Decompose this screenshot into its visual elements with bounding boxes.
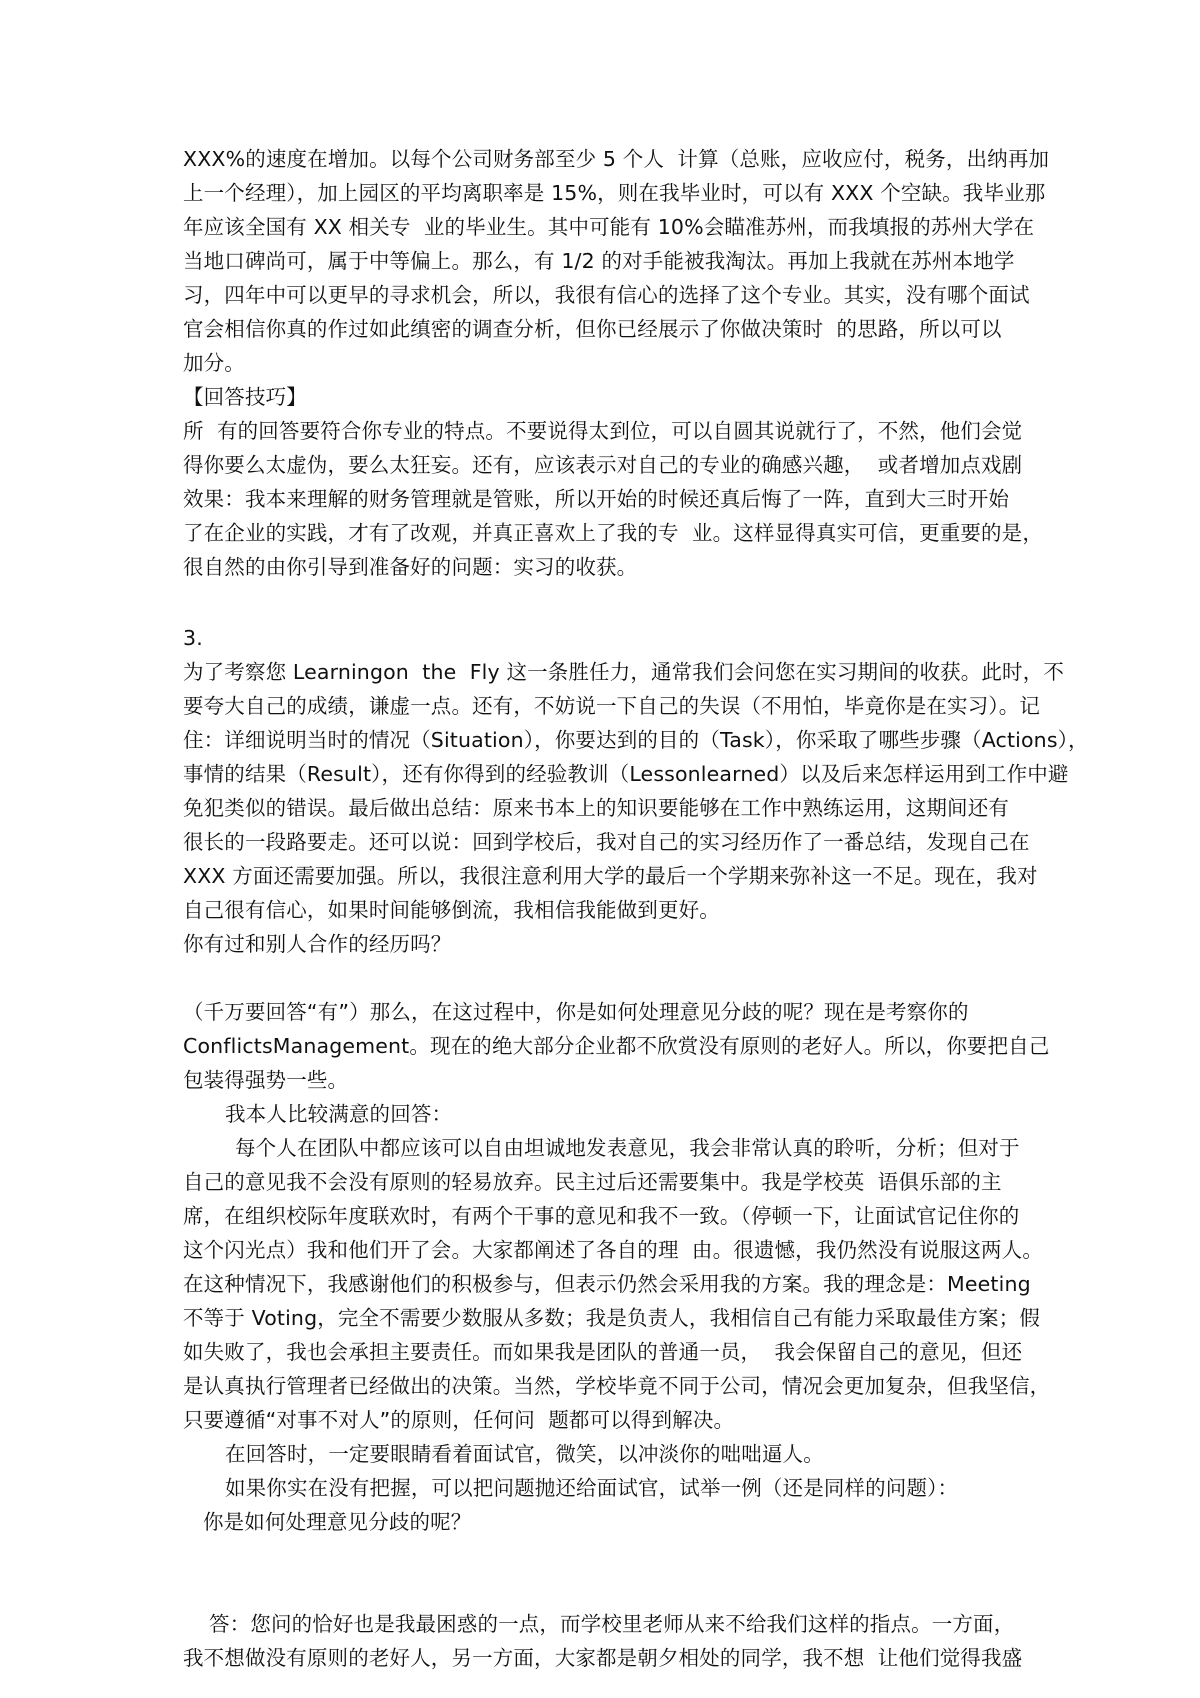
section-number: 3. — [183, 626, 203, 650]
paragraph-line: 包装得强势一些。 — [183, 1068, 349, 1092]
paragraph-line: 是认真执行管理者已经做出的决策。当然，学校毕竟不同于公司，情况会更加复杂，但我坚信， — [183, 1374, 1051, 1398]
paragraph-line: XXX 方面还需要加强。所以，我很注意利用大学的最后一个学期来弥补这一不足。现在，我对 — [183, 864, 1038, 888]
paragraph-line: 很长的一段路要走。还可以说：回到学校后，我对自己的实习经历作了一番总结，发现自己在 — [183, 830, 1030, 854]
paragraph-line: 很自然的由你引导到准备好的问题：实习的收获。 — [183, 555, 638, 579]
paragraph-line: 自己很有信心，如果时间能够倒流，我相信我能做到更好。 — [183, 898, 720, 922]
paragraph-line: 上一个经理），加上园区的平均离职率是 15%，则在我毕业时，可以有 XXX 个空缺。我毕业那 — [183, 181, 1046, 205]
paragraph-line: 这个闪光点）我和他们开了会。大家都阐述了各自的理 由。很遗憾，我仍然没有说服这两人。 — [183, 1238, 1043, 1262]
paragraph-line: 不等于 Voting，完全不需要少数服从多数；我是负责人，我相信自己有能力采取最佳方案；假 — [183, 1306, 1040, 1330]
final-answer-second-line: 我不想做没有原则的老好人，另一方面，大家都是朝夕相处的同学，我不想 让他们觉得我盛 — [183, 1646, 1023, 1670]
paragraph-line: 事情的结果（Result），还有你得到的经验教训（Lessonlearned）以及后来怎样运用到工作中避 — [183, 762, 1069, 786]
paragraph-line: 如失败了，我也会承担主要责任。而如果我是团队的普通一员， 我会保留自己的意见，但还 — [183, 1340, 1023, 1364]
satisfied-answer-label: 我本人比较满意的回答： — [225, 1102, 453, 1126]
paragraph-line: 年应该全国有 XX 相关专 业的毕业生。其中可能有 10%会瞄准苏州，而我填报的苏州大学在 — [183, 215, 1035, 239]
paragraph-line: 加分。 — [183, 351, 245, 375]
tip-return-question: 如果你实在没有把握，可以把问题抛还给面试官，试举一例（还是同样的问题）： — [225, 1476, 959, 1500]
paragraph-line: 要夸大自己的成绩，谦虚一点。还有，不妨说一下自己的失误（不用怕，毕竟你是在实习）。记 — [183, 694, 1041, 718]
document-body — [183, 142, 1089, 1675]
paragraph-line: 得你要么太虚伪，要么太狂妄。还有，应该表示对自己的专业的确感兴趣， 或者增加点戏剧 — [183, 453, 1023, 477]
question-disagreement: 你是如何处理意见分歧的呢？ — [203, 1510, 472, 1534]
paragraph-line: （千万要回答“有”）那么，在这过程中，你是如何处理意见分歧的呢？现在是考察你的 — [183, 1000, 969, 1024]
paragraph-line: 在这种情况下，我感谢他们的积极参与，但表示仍然会采用我的方案。我的理念是：Meeting — [183, 1272, 1031, 1296]
paragraph-line: 了在企业的实践，才有了改观，并真正喜欢上了我的专 业。这样显得真实可信，更重要的是， — [183, 521, 1043, 545]
paragraph-line: 为了考察您 Learningon the Fly 这一条胜任力，通常我们会问您在实习期间的收获。此时，不 — [183, 660, 1064, 684]
answer-first-line: 每个人在团队中都应该可以自由坦诚地发表意见，我会非常认真的聆听，分析；但对于 — [235, 1136, 1020, 1160]
paragraph-line: 效果：我本来理解的财务管理就是管账，所以开始的时候还真后悔了一阵，直到大三时开始 — [183, 487, 1009, 511]
paragraph-line: 所 有的回答要符合你专业的特点。不要说得太到位，可以自圆其说就行了，不然，他们会觉 — [183, 419, 1023, 443]
section-heading-tips: 【回答技巧】 — [183, 385, 307, 409]
paragraph-line: 住：详细说明当时的情况（Situation），你要达到的目的（Task），你采取了哪些步骤（Actions）， — [183, 728, 1089, 752]
question-teamwork: 你有过和别人合作的经历吗？ — [183, 932, 452, 956]
tip-eyes: 在回答时，一定要眼睛看着面试官，微笑，以冲淡你的咄咄逼人。 — [225, 1442, 824, 1466]
paragraph-line: ConflictsManagement。现在的绝大部分企业都不欣赏没有原则的老好人。所以，你要把自己 — [183, 1034, 1050, 1058]
paragraph-line: 官会相信你真的作过如此缜密的调查分析，但你已经展示了你做决策时 的思路，所以可以 — [183, 317, 1002, 341]
paragraph-line: XXX%的速度在增加。以每个公司财务部至少 5 个人 计算（总账，应收应付，税务，出纳再加 — [183, 147, 1050, 171]
paragraph-line: 自己的意见我不会没有原则的轻易放弃。民主过后还需要集中。我是学校英 语俱乐部的主 — [183, 1170, 1002, 1194]
paragraph-line: 当地口碑尚可，属于中等偏上。那么，有 1/2 的对手能被我淘汰。再加上我就在苏州本地学 — [183, 249, 1015, 273]
paragraph-line: 免犯类似的错误。最后做出总结：原来书本上的知识要能够在工作中熟练运用，这期间还有 — [183, 796, 1009, 820]
blank-line — [183, 1573, 1023, 1607]
final-answer-first-line: 答：您问的恰好也是我最困惑的一点，而学校里老师从来不给我们这样的指点。一方面， — [209, 1612, 1015, 1636]
blank-line — [183, 1539, 1023, 1573]
paragraph-line: 习，四年中可以更早的寻求机会，所以，我很有信心的选择了这个专业。其实，没有哪个面试 — [183, 283, 1030, 307]
blank-line — [183, 961, 1023, 995]
paragraph-line: 只要遵循“对事不对人”的原则，任何问 题都可以得到解决。 — [183, 1408, 735, 1432]
paragraph-line: 席，在组织校际年度联欢时，有两个干事的意见和我不一致。（停顿一下，让面试官记住你的 — [183, 1204, 1020, 1228]
blank-line — [183, 584, 1023, 621]
